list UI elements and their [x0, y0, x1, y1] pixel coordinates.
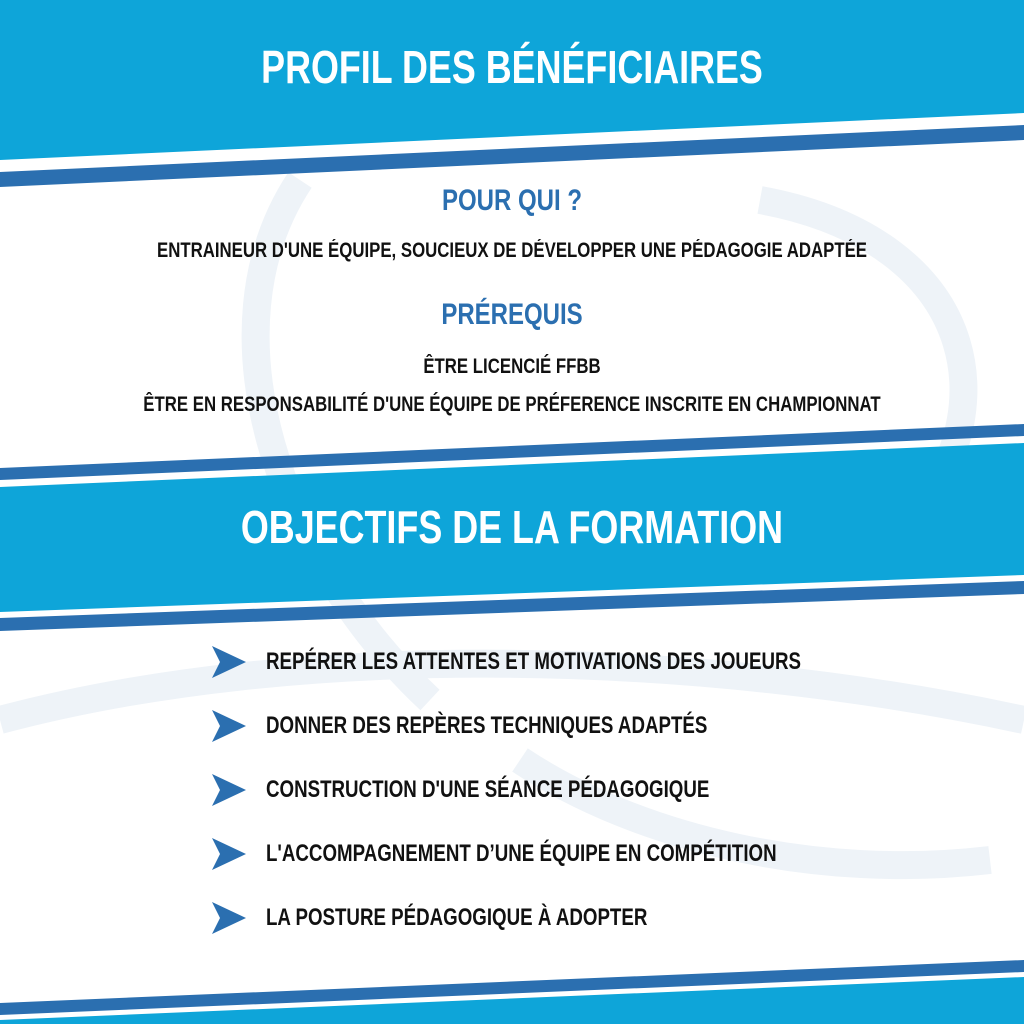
list-item	[212, 886, 952, 950]
objective-text: DONNER DES REPÈRES TECHNIQUES ADAPTÉS	[266, 712, 708, 739]
prereq-line: ÊTRE LICENCIÉ FFBB	[423, 355, 601, 378]
chevron-right-icon	[212, 774, 246, 806]
objective-text: L'ACCOMPAGNEMENT D’UNE ÉQUIPE EN COMPÉTITION	[266, 840, 777, 867]
list-item	[212, 630, 952, 694]
objectives-list	[212, 630, 952, 950]
chevron-right-icon	[212, 710, 246, 742]
chevron-right-icon	[212, 902, 246, 934]
prereq-line: ÊTRE EN RESPONSABILITÉ D'UNE ÉQUIPE DE PRÉFERENCE INSCRITE EN CHAMPIONNAT	[143, 393, 881, 416]
objective-text: REPÉRER LES ATTENTES ET MOTIVATIONS DES JOUEURS	[266, 648, 801, 675]
list-item	[212, 822, 952, 886]
list-item	[212, 758, 952, 822]
list-item	[212, 694, 952, 758]
objective-text: CONSTRUCTION D'UNE SÉANCE PÉDAGOGIQUE	[266, 776, 710, 803]
chevron-right-icon	[212, 838, 246, 870]
who-heading: POUR QUI ?	[441, 184, 582, 217]
who-text: ENTRAINEUR D'UNE ÉQUIPE, SOUCIEUX DE DÉVELOPPER UNE PÉDAGOGIE ADAPTÉE	[156, 239, 868, 262]
objective-text: LA POSTURE PÉDAGOGIQUE À ADOPTER	[266, 904, 648, 931]
section-title-objectifs: OBJECTIFS DE LA FORMATION	[240, 501, 784, 553]
chevron-right-icon	[212, 646, 246, 678]
prereq-heading: PRÉREQUIS	[441, 298, 583, 331]
section-title-profil: PROFIL DES BÉNÉFICIAIRES	[261, 41, 763, 93]
